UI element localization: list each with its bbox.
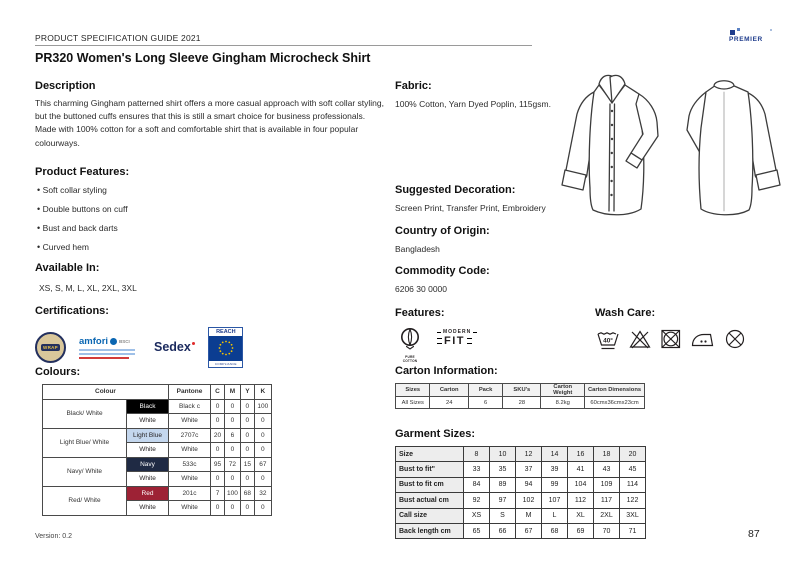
colour-group-name: Black/ White: [43, 399, 127, 428]
cmyk-m: 100: [225, 486, 241, 501]
modern-fit-line: [437, 332, 441, 333]
bust-to-fit-cm-label: Bust to fit cm: [396, 477, 464, 492]
size-cell: XS: [464, 508, 490, 523]
feature-item: • Bust and back darts: [37, 223, 387, 233]
country-of-origin-body: Bangladesh: [395, 244, 440, 254]
size-cell: 89: [490, 477, 516, 492]
wrap-logo-text: WRAP: [43, 344, 58, 350]
cmyk-m: 0: [225, 414, 241, 429]
doc-title: PRODUCT SPECIFICATION GUIDE 2021: [35, 33, 201, 43]
call-size-row: [396, 508, 646, 523]
bsci-logo-text: BSCI: [119, 338, 130, 344]
colours-header-k: K: [254, 385, 271, 400]
carton-header-sizes: Sizes: [396, 384, 430, 397]
carton-header-skus: SKU's: [503, 384, 541, 397]
bust-to-fit-cm-row: [396, 477, 646, 492]
sedex-dot-icon: [192, 342, 196, 346]
size-cell: 107: [542, 493, 568, 508]
carton-dimensions-value: 60cmx36cmx23cm: [585, 397, 645, 409]
certification-logos: [35, 325, 387, 369]
size-cell: XL: [568, 508, 594, 523]
size-cell: 65: [464, 523, 490, 538]
cmyk-k: 67: [254, 457, 271, 472]
bust-actual-cm-label: Bust actual cm: [396, 493, 464, 508]
colour-swatch: White: [127, 501, 169, 516]
colour-swatch: Red: [127, 486, 169, 501]
size-cell: 2XL: [594, 508, 620, 523]
commodity-code-section: [395, 265, 655, 296]
size-cell: 84: [464, 477, 490, 492]
colour-swatch: White: [127, 414, 169, 429]
cmyk-y: 68: [240, 486, 254, 501]
pantone-cell: 2707c: [169, 428, 211, 443]
header-divider: [35, 45, 532, 46]
size-cell: 66: [490, 523, 516, 538]
size-cell: 18: [594, 447, 620, 462]
suggested-decoration-body: Screen Print, Transfer Print, Embroidery: [395, 203, 546, 213]
country-of-origin-heading: Country of Origin:: [395, 225, 490, 237]
pantone-cell: White: [169, 472, 211, 487]
pantone-cell: White: [169, 443, 211, 458]
size-cell: 10: [490, 447, 516, 462]
modern-fit-double-line: [467, 338, 472, 344]
back-length-cm-label: Back length cm: [396, 523, 464, 538]
size-row-label: Size: [396, 447, 464, 462]
pantone-cell: Black c: [169, 399, 211, 414]
machine-wash-40-icon: [595, 327, 621, 351]
carton-header-dimensions: Carton Dimensions: [585, 384, 645, 397]
carton-pack-value: 6: [468, 397, 502, 409]
cmyk-m: 0: [225, 472, 241, 487]
cmyk-c: 20: [211, 428, 225, 443]
size-cell: 16: [568, 447, 594, 462]
colours-header-row: [43, 385, 272, 400]
size-cell: 41: [568, 462, 594, 477]
colours-header-y: Y: [240, 385, 254, 400]
colours-header-m: M: [225, 385, 241, 400]
product-features-section: [35, 166, 387, 261]
size-cell: S: [490, 508, 516, 523]
carton-carton-value: 24: [430, 397, 468, 409]
bust-to-fit-in-row: [396, 462, 646, 477]
pantone-cell: White: [169, 501, 211, 516]
pantone-cell: 533c: [169, 457, 211, 472]
premier-logo-square: [730, 30, 735, 35]
carton-skus-value: 28: [503, 397, 541, 409]
amfori-globe-icon: [110, 338, 117, 345]
premier-logo-square: [770, 29, 772, 31]
carton-header-pack: Pack: [468, 384, 502, 397]
cmyk-k: 0: [254, 428, 271, 443]
size-row: [396, 447, 646, 462]
suggested-decoration-section: [395, 184, 655, 215]
bust-actual-cm-row: [396, 493, 646, 508]
carton-header-weight: Carton Weight: [541, 384, 585, 397]
cmyk-m: 72: [225, 457, 241, 472]
cmyk-k: 0: [254, 443, 271, 458]
size-cell: 67: [516, 523, 542, 538]
back-length-cm-row: [396, 523, 646, 538]
size-cell: 39: [542, 462, 568, 477]
pantone-cell: 201c: [169, 486, 211, 501]
size-cell: 33: [464, 462, 490, 477]
reach-logo: [208, 327, 243, 368]
product-features-list: [37, 185, 387, 252]
carton-sizes-value: All Sizes: [396, 397, 430, 409]
product-features-heading: Product Features:: [35, 166, 130, 178]
features-heading: Features:: [395, 307, 445, 319]
cmyk-y: 15: [240, 457, 254, 472]
colours-section: [35, 366, 387, 516]
cmyk-y: 0: [240, 428, 254, 443]
available-in-heading: Available In:: [35, 262, 100, 274]
size-cell: 99: [542, 477, 568, 492]
carton-data-row: [396, 397, 645, 409]
amfori-bsci-logo: [79, 336, 141, 359]
size-cell: 3XL: [620, 508, 646, 523]
modern-fit-double-line: [437, 338, 442, 344]
cmyk-k: 100: [254, 399, 271, 414]
pure-cotton-label-line2: COTTON: [402, 358, 418, 363]
size-cell: 68: [542, 523, 568, 538]
size-cell: M: [516, 508, 542, 523]
colour-group-name: Light Blue/ White: [43, 428, 127, 457]
fabric-heading: Fabric:: [395, 80, 432, 92]
sedex-logo-text: Sedex: [154, 340, 191, 354]
feature-item: • Double buttons on cuff: [37, 204, 387, 214]
commodity-code-heading: Commodity Code:: [395, 265, 490, 277]
colour-swatch: White: [127, 443, 169, 458]
size-cell: 117: [594, 493, 620, 508]
size-cell: 20: [620, 447, 646, 462]
do-not-bleach-icon: [628, 327, 652, 351]
size-cell: 109: [594, 477, 620, 492]
carton-header-row: [396, 384, 645, 397]
colour-swatch: Black: [127, 399, 169, 414]
cmyk-c: 0: [211, 414, 225, 429]
wash-care-section: [595, 307, 785, 351]
cmyk-k: 32: [254, 486, 271, 501]
carton-header-carton: Carton: [430, 384, 468, 397]
reach-compliance-text: COMPLIANCE: [214, 361, 237, 366]
garment-sizes-section: [395, 428, 655, 539]
reach-eu-stars-icon: [209, 336, 242, 361]
cmyk-m: 6: [225, 428, 241, 443]
colour-row: [43, 399, 272, 414]
cmyk-k: 0: [254, 472, 271, 487]
colour-row: [43, 428, 272, 443]
do-not-dry-clean-icon: [723, 327, 747, 351]
size-cell: 112: [568, 493, 594, 508]
amfori-logo-text: amfori: [79, 335, 109, 347]
cmyk-y: 0: [240, 501, 254, 516]
size-cell: 35: [490, 462, 516, 477]
modern-fit-icon: [437, 329, 477, 347]
size-cell: 92: [464, 493, 490, 508]
amfori-tagline-bar: [79, 349, 135, 351]
size-cell: 12: [516, 447, 542, 462]
features-section: [395, 307, 575, 364]
modern-fit-line: [473, 332, 477, 333]
colour-row: [43, 486, 272, 501]
pure-cotton-label-line1: PURE: [405, 355, 415, 359]
cmyk-c: 0: [211, 501, 225, 516]
premier-logo-square: [737, 28, 740, 31]
colours-header-colour: Colour: [43, 385, 169, 400]
iron-medium-icon: [690, 327, 716, 351]
cmyk-k: 0: [254, 414, 271, 429]
size-cell: 70: [594, 523, 620, 538]
colours-table: [42, 384, 272, 516]
colours-header-c: C: [211, 385, 225, 400]
colour-row: [43, 457, 272, 472]
premier-logo-text: PREMIER: [729, 36, 763, 43]
modern-fit-label-line1: MODERN: [443, 329, 472, 335]
version-label: Version: 0.2: [35, 533, 72, 540]
amfori-tagline-bar: [79, 357, 129, 359]
colour-swatch: Light Blue: [127, 428, 169, 443]
cmyk-m: 0: [225, 501, 241, 516]
available-in-section: [35, 262, 387, 295]
size-cell: 71: [620, 523, 646, 538]
reach-logo-text: REACH: [216, 328, 236, 335]
bust-to-fit-in-label: Bust to fit": [396, 462, 464, 477]
carton-table: [395, 383, 645, 409]
size-cell: 104: [568, 477, 594, 492]
cmyk-m: 0: [225, 399, 241, 414]
size-cell: 8: [464, 447, 490, 462]
cmyk-c: 7: [211, 486, 225, 501]
size-cell: 43: [594, 462, 620, 477]
cmyk-y: 0: [240, 472, 254, 487]
garment-sizes-table: [395, 446, 646, 539]
size-cell: 69: [568, 523, 594, 538]
size-cell: 97: [490, 493, 516, 508]
commodity-code-body: 6206 30 0000: [395, 284, 447, 294]
colour-group-name: Navy/ White: [43, 457, 127, 486]
fabric-body: 100% Cotton, Yarn Dyed Poplin, 115gsm.: [395, 99, 551, 109]
certifications-heading: Certifications:: [35, 305, 109, 317]
cmyk-y: 0: [240, 414, 254, 429]
carton-information-heading: Carton Information:: [395, 365, 498, 377]
description-body: This charming Gingham patterned shirt offers a more casual approach with soft collar styling, but the buttoned cuffs ensures that this is still a smart choice for business professionals. Made with 100% cotton for a soft and comfortable shirt that is available in four popular colourways.: [35, 98, 384, 148]
cmyk-c: 0: [211, 399, 225, 414]
available-in-value: XS, S, M, L, XL, 2XL, 3XL: [39, 283, 137, 293]
cmyk-c: 0: [211, 443, 225, 458]
carton-information-section: [395, 365, 645, 409]
carton-weight-value: 8.2kg: [541, 397, 585, 409]
wrap-logo: [35, 332, 66, 363]
wash-care-heading: Wash Care:: [595, 307, 656, 319]
page-title: PR320 Women's Long Sleeve Gingham Microcheck Shirt: [35, 51, 371, 65]
garment-sizes-heading: Garment Sizes:: [395, 428, 476, 440]
premier-logo: [729, 28, 779, 48]
size-cell: 94: [516, 477, 542, 492]
amfori-tagline-bar: [79, 353, 135, 355]
svg-text:40°: 40°: [603, 337, 613, 345]
modern-fit-label-line2: FIT: [444, 335, 465, 347]
colour-group-name: Red/ White: [43, 486, 127, 515]
size-cell: L: [542, 508, 568, 523]
colours-header-pantone: Pantone: [169, 385, 211, 400]
call-size-label: Call size: [396, 508, 464, 523]
colours-heading: Colours:: [35, 366, 81, 378]
size-cell: 37: [516, 462, 542, 477]
cmyk-y: 0: [240, 399, 254, 414]
cmyk-c: 95: [211, 457, 225, 472]
colour-swatch: Navy: [127, 457, 169, 472]
pantone-cell: White: [169, 414, 211, 429]
cmyk-y: 0: [240, 443, 254, 458]
size-cell: 14: [542, 447, 568, 462]
pure-cotton-icon: [395, 326, 425, 364]
description-section: [35, 80, 387, 150]
suggested-decoration-heading: Suggested Decoration:: [395, 184, 516, 196]
do-not-tumble-dry-icon: [659, 327, 683, 351]
size-cell: 122: [620, 493, 646, 508]
page-number: 87: [748, 528, 760, 540]
cmyk-c: 0: [211, 472, 225, 487]
description-heading: Description: [35, 80, 96, 92]
colour-swatch: White: [127, 472, 169, 487]
cmyk-k: 0: [254, 501, 271, 516]
feature-item: • Curved hem: [37, 242, 387, 252]
feature-item: • Soft collar styling: [37, 185, 387, 195]
size-cell: 45: [620, 462, 646, 477]
country-of-origin-section: [395, 225, 655, 256]
certifications-section: [35, 305, 387, 369]
sedex-logo: [154, 340, 195, 354]
size-cell: 114: [620, 477, 646, 492]
cmyk-m: 0: [225, 443, 241, 458]
size-cell: 102: [516, 493, 542, 508]
